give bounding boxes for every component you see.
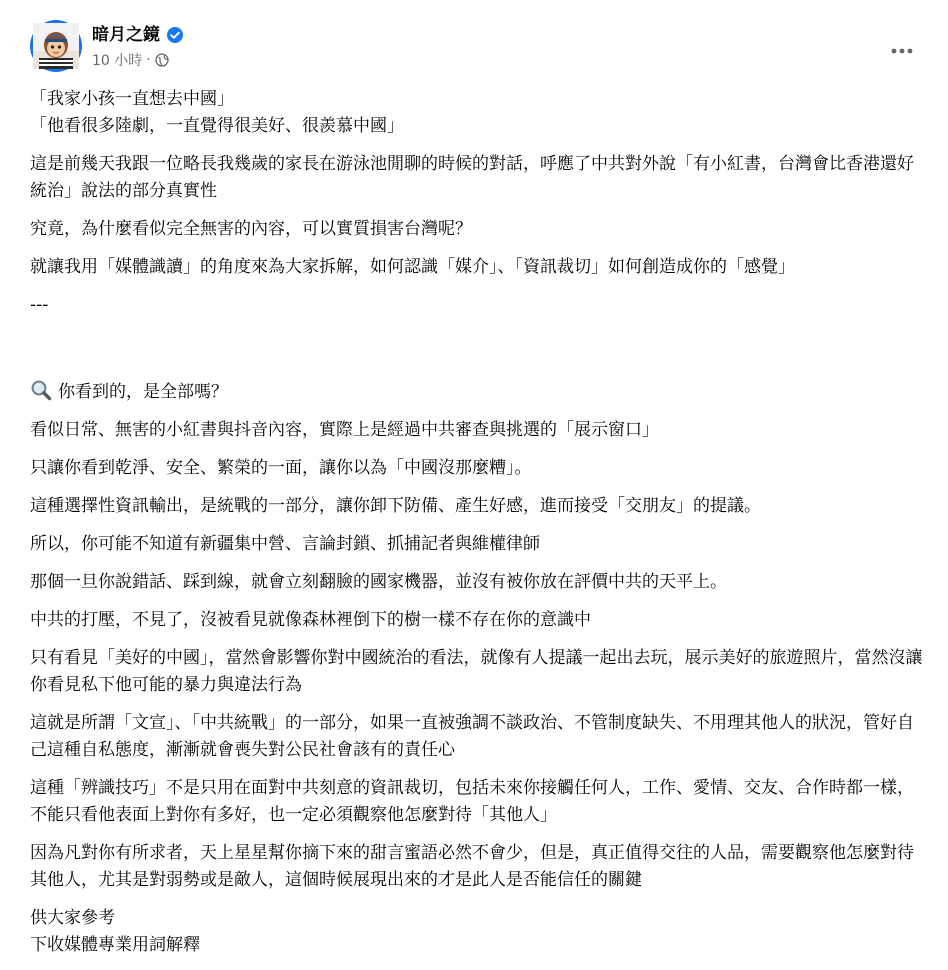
- post-heading-text: 你看到的，是全部嗎？: [58, 382, 228, 402]
- post-paragraph: 就讓我用「媒體識讀」的角度來為大家拆解，如何認識「媒介」、「資訊裁切」如何創造成你的「感覺」: [30, 257, 795, 277]
- post-paragraph: 「我家小孩一直想去中國」 「他看很多陸劇，一直覺得很美好、很羨慕中國」: [30, 89, 404, 136]
- author-line: [92, 23, 184, 47]
- post-paragraph: 中共的打壓，不見了，沒被看見就像森林裡倒下的樹一樣不存在你的意識中: [30, 610, 591, 630]
- post-text: [30, 86, 930, 970]
- post-paragraph: 這是前幾天我跟一位略長我幾歲的家長在游泳池閒聊的時候的對話，呼應了中共對外說「有小紅書，台灣會比香港還好統治」說法的部分真實性: [30, 154, 914, 201]
- magnifying-glass-icon: [30, 352, 52, 374]
- verified-badge-icon: [166, 26, 184, 44]
- globe-icon[interactable]: [155, 53, 169, 67]
- more-options-icon: [890, 39, 914, 58]
- post-paragraph: 這種選擇性資訊輸出，是統戰的一部分，讓你卸下防備、產生好感，進而接受「交朋友」的提議。: [30, 496, 761, 516]
- author-avatar[interactable]: [30, 20, 82, 72]
- post-heading: [30, 325, 930, 406]
- post-paragraph: 只讓你看到乾淨、安全、繁榮的一面，讓你以為「中國沒那麼糟」。: [30, 458, 532, 478]
- post-paragraph: 供大家參考 下收媒體專業用詞解釋: [30, 908, 200, 955]
- post-divider: ---: [30, 295, 49, 315]
- post-paragraph: 這就是所謂「文宣」、「中共統戰」的一部分，如果一直被強調不談政治、不管制度缺失、不用理其他人的狀況，管好自己這種自私態度，漸漸就會喪失對公民社會該有的責任心: [30, 713, 914, 760]
- post-meta: [92, 50, 184, 70]
- more-options-button[interactable]: [884, 30, 920, 66]
- post-paragraph: 只有看見「美好的中國」，當然會影響你對中國統治的看法，就像有人提議一起出去玩，展示美好的旅遊照片，當然沒讓你看見私下他可能的暴力與違法行為: [30, 648, 923, 695]
- post-paragraph: 看似日常、無害的小紅書與抖音內容，實際上是經過中共審查與挑選的「展示窗口」: [30, 420, 659, 440]
- meta-separator: ·: [146, 52, 151, 68]
- author-block: [92, 23, 184, 70]
- post-header: [30, 20, 920, 78]
- post-paragraph: 究竟，為什麼看似完全無害的內容，可以實質損害台灣呢？: [30, 219, 472, 239]
- author-name[interactable]: 暗月之鏡: [92, 25, 160, 45]
- post-paragraph: 那個一旦你說錯話、踩到線，就會立刻翻臉的國家機器，並沒有被你放在評價中共的天平上。: [30, 572, 727, 592]
- post-timestamp[interactable]: 10 小時: [92, 53, 143, 69]
- post-paragraph: 因為凡對你有所求者，天上星星幫你摘下來的甜言蜜語必然不會少，但是，真正值得交往的人品，需要觀察他怎麼對待其他人，尤其是對弱勢或是敵人，這個時候展現出來的才是此人是否能信任的關鍵: [30, 843, 914, 890]
- post-paragraph: 所以，你可能不知道有新疆集中營、言論封鎖、抓捕記者與維權律師: [30, 534, 540, 554]
- profile-photo-avatar: [33, 23, 79, 69]
- post-paragraph: 這種「辨識技巧」不是只用在面對中共刻意的資訊裁切，包括未來你接觸任何人，工作、愛情、交友、合作時都一樣，不能只看他表面上對你有多好，也一定必須觀察他怎麼對待「其他人」: [30, 778, 914, 825]
